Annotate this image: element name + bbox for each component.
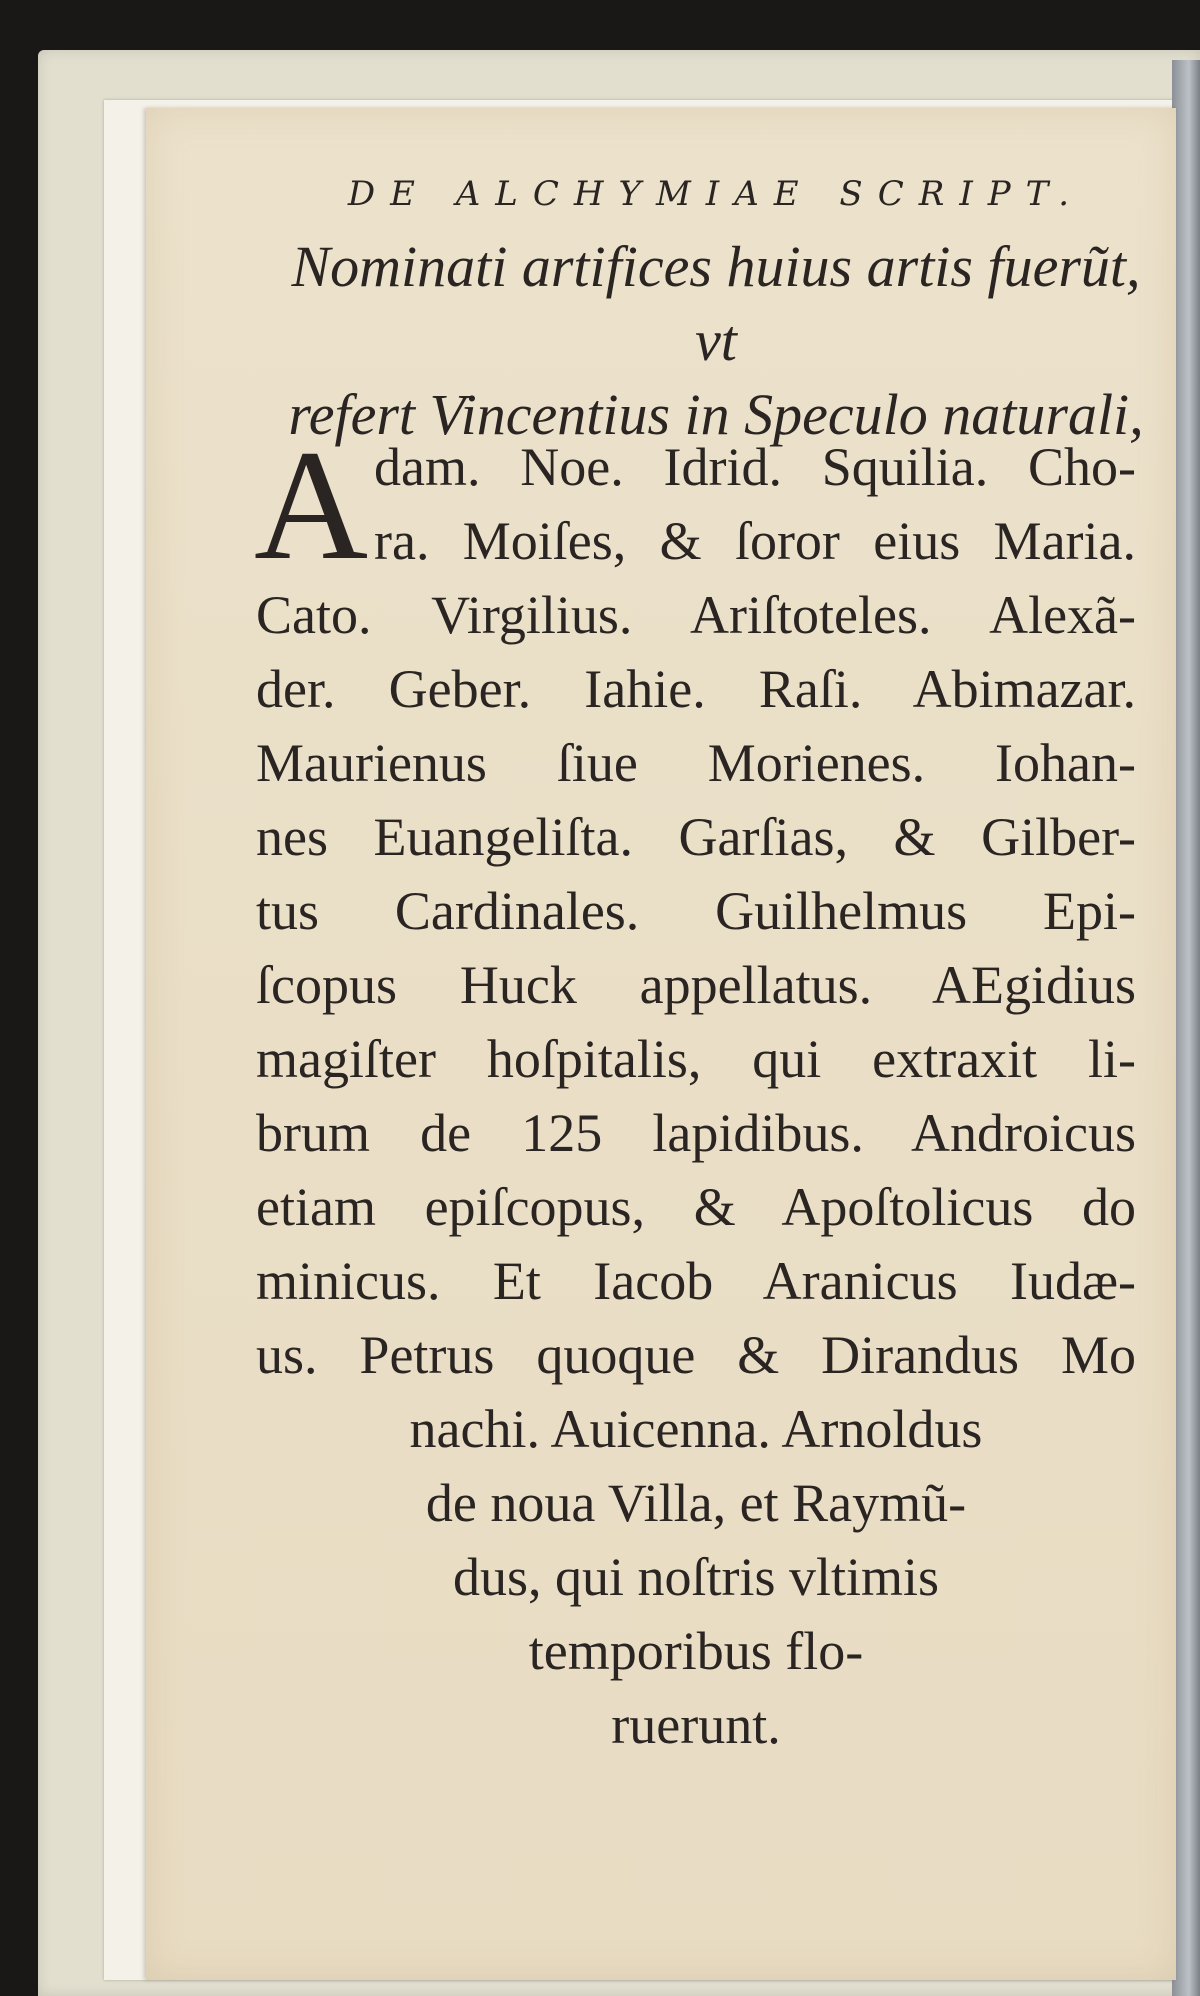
text-line: Cato. Virgilius. Ariſtoteles. Alexã- [256,585,1136,645]
text-line: dam. Noe. Idrid. Squilia. Cho- [374,437,1136,497]
text-line: minicus. Et Iacob Aranicus Iudæ- [256,1251,1136,1311]
book-page [146,108,1176,1980]
text-line: tus Cardinales. Guilhelmus Epi- [256,881,1136,941]
text-line: ſcopus Huck appellatus. AEgidius [256,955,1136,1015]
text-line: Maurienus ſiue Morienes. Iohan- [256,733,1136,793]
body-text [254,418,1136,1762]
section-heading-line-2: refert Vincentius in Speculo naturali, [288,382,1144,447]
text-line: ra. Moiſes, & ſoror eius Maria. [374,511,1136,571]
text-line: magiſter hoſpitalis, qui extraxit li- [256,1029,1136,1089]
section-heading-line-1: Nominati artifices huius artis fuerũt, vt [291,234,1141,373]
text-line-tapered: dus, qui noſtris vltimis [452,1547,940,1607]
text-line: der. Geber. Iahie. Raſi. Abimazar. [256,659,1136,719]
text-line: brum de 125 lapidibus. Androicus [256,1103,1136,1163]
text-line-tapered: temporibus flo- [528,1621,864,1681]
text-line: us. Petrus quoque & Dirandus Mo [256,1325,1136,1385]
drop-cap: A [254,418,369,593]
text-line-tapered: nachi. Auicenna. Arnoldus [409,1399,983,1459]
text-line-tapered: ruerunt. [611,1695,781,1755]
section-heading [276,230,1156,452]
running-header: DE ALCHYMIAE SCRIPT. [347,174,1085,214]
text-line-tapered: de noua Villa, et Raymũ- [425,1473,967,1533]
book-spine [1172,60,1200,1996]
text-line: etiam epiſcopus, & Apoſtolicus do [256,1177,1136,1237]
text-line: nes Euangeliſta. Garſias, & Gilber- [256,807,1136,867]
